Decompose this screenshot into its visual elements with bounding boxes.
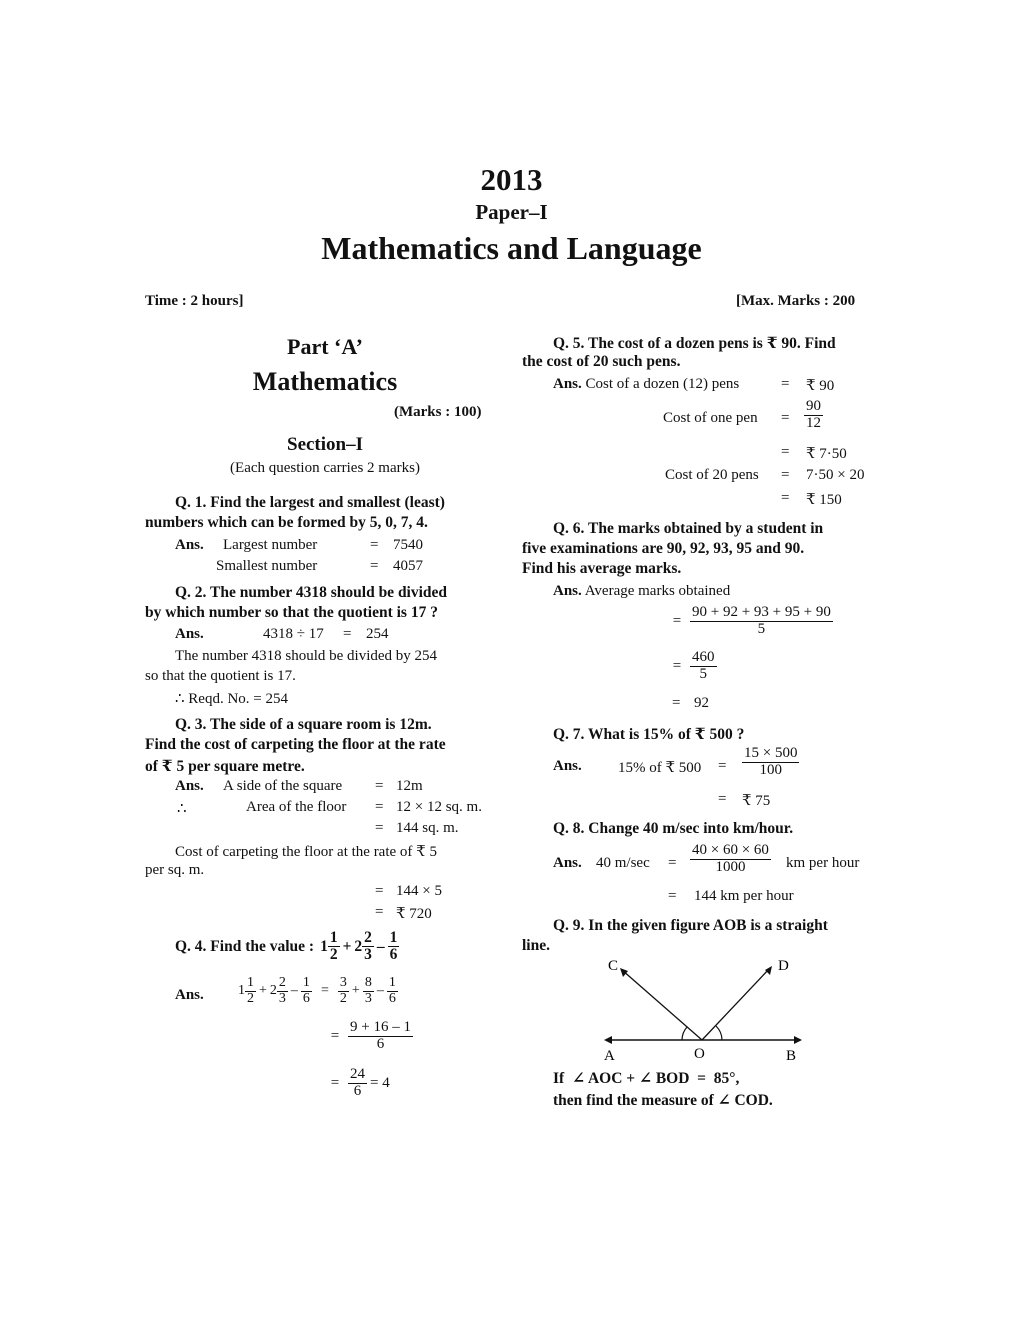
fraction: 1 2 xyxy=(329,929,338,964)
q6-step2: = $\frac{460}{5}$ xyxy=(672,649,715,682)
q7-value: ₹ 75 xyxy=(742,793,771,809)
q5-value: 7·50 × 20 xyxy=(806,467,865,483)
q8-unit: km per hour xyxy=(786,855,860,871)
angle-arc xyxy=(716,1026,722,1040)
q1-value: 4057 xyxy=(393,558,423,574)
answer-label: Ans. xyxy=(553,855,582,871)
q5-fraction: $\frac{90}{12}$ xyxy=(806,398,821,431)
mixed-number: 2 xyxy=(354,937,363,955)
page-year: 2013 xyxy=(480,162,543,197)
arrow-b xyxy=(794,1036,802,1044)
q7-fraction: $\frac{15 \times 500}{100}$ xyxy=(744,745,798,778)
q5-line: Ans. Cost of a dozen (12) pens xyxy=(553,376,740,392)
label-o: O xyxy=(694,1046,705,1062)
ray-od xyxy=(702,968,770,1040)
ray-oc xyxy=(622,970,702,1040)
q3-text: of ₹ 5 per square metre. xyxy=(145,758,305,775)
q3-value: ₹ 720 xyxy=(396,906,432,922)
equals: = xyxy=(343,626,352,642)
equals: = xyxy=(375,778,384,794)
q1-value: 7540 xyxy=(393,537,423,553)
answer-label: Ans. xyxy=(175,537,204,553)
q5-text: Q. 5. The cost of a dozen pens is ₹ 90. Find xyxy=(553,335,836,352)
q2-line: so that the quotient is 17. xyxy=(145,668,296,684)
q8-value: 144 km per hour xyxy=(694,888,794,904)
answer-label: Ans. xyxy=(175,626,204,642)
q5-label: Cost of 20 pens xyxy=(665,467,759,483)
equals: = xyxy=(781,490,790,506)
q5-label: Cost of one pen xyxy=(663,410,758,426)
q3-value: 144 sq. m. xyxy=(396,820,459,836)
q6-text: Q. 6. The marks obtained by a student in xyxy=(553,520,824,537)
equals: = xyxy=(668,855,677,871)
q6-text: five examinations are 90, 92, 93, 95 and 90. xyxy=(522,540,805,557)
max-marks-label: [Max. Marks : 200 xyxy=(736,293,856,309)
equals: = xyxy=(718,758,727,774)
equals: = xyxy=(781,444,790,460)
q1-label: Largest number xyxy=(223,537,318,553)
page-title: Mathematics and Language xyxy=(321,230,702,266)
q2-calc: 4318 ÷ 17 xyxy=(263,626,324,642)
marks-label: (Marks : 100) xyxy=(394,404,482,420)
angle-arc xyxy=(682,1027,687,1040)
q4-step1: 1 1 2 + 2 2 3 – $\frac{1}{6}$ = $\frac{3}{2}$ + $\frac{8}{3}$ – 1 6 xyxy=(238,975,396,1006)
subject-heading: Mathematics xyxy=(252,367,398,396)
equals: = xyxy=(781,467,790,483)
arrow-a xyxy=(604,1036,612,1044)
q3-value: 12m xyxy=(396,778,423,794)
q1-label: Smallest number xyxy=(216,558,318,574)
label-c: C xyxy=(608,958,619,974)
q3-label: Area of the floor xyxy=(246,799,347,815)
q3-line: Cost of carpeting the floor at the rate of ₹ 5 xyxy=(175,844,437,860)
q3-value: 12 × 12 sq. m. xyxy=(396,799,482,815)
time-label: Time : 2 hours] xyxy=(145,293,244,309)
q6-value: 92 xyxy=(694,695,709,711)
equals: = xyxy=(370,537,379,553)
q4-step3: = $\frac{24}{6}$ = 4 xyxy=(330,1066,390,1099)
q9-condition: If ∠ AOC + ∠ BOD = 85°, xyxy=(553,1070,740,1087)
equals: = xyxy=(668,888,677,904)
q1-text: numbers which can be formed by 5, 0, 7, 4. xyxy=(145,514,428,531)
q6-text: Find his average marks. xyxy=(522,560,682,577)
q2-line: The number 4318 should be divided by 254 xyxy=(175,648,438,664)
q6-line: Ans. Average marks obtained xyxy=(553,583,731,599)
arrow-c xyxy=(620,968,628,977)
section-heading: Section–I xyxy=(287,434,363,455)
q2-text: Q. 2. The number 4318 should be divided xyxy=(175,584,448,601)
fraction: 1 6 xyxy=(389,929,398,964)
q4-question: Q. 4. Find the value : 1 1 2 + 2 2 3 – 1 6 xyxy=(175,929,398,964)
equals: = xyxy=(781,410,790,426)
q8-fraction: $\frac{40 \times 60 \times 60}{1000}$ xyxy=(692,842,769,875)
q1-text: Q. 1. Find the largest and smallest (least) xyxy=(175,494,445,511)
q3-value: 144 × 5 xyxy=(396,883,442,899)
answer-label: Ans. xyxy=(175,987,204,1003)
mixed-number: 1 xyxy=(320,937,328,955)
label-a: A xyxy=(604,1048,615,1064)
equals: = xyxy=(781,376,790,392)
answer-label: Ans. xyxy=(175,778,204,794)
q5-text: the cost of 20 such pens. xyxy=(522,353,681,370)
fraction: 2 3 xyxy=(364,929,372,964)
equals: = xyxy=(718,791,727,807)
equals: = xyxy=(375,820,384,836)
q5-value: ₹ 150 xyxy=(806,492,842,508)
equals: = xyxy=(672,695,681,711)
q4-step2: = $\frac{9 + 16 - 1}{6}$ xyxy=(330,1019,411,1052)
q5-value: ₹ 7·50 xyxy=(806,446,847,462)
label-b: B xyxy=(786,1048,797,1064)
equals: = xyxy=(370,558,379,574)
arrow-d xyxy=(765,966,772,975)
angle-figure xyxy=(590,950,820,1070)
q3-text: Find the cost of carpeting the floor at the rate xyxy=(145,736,446,753)
q7-label: 15% of ₹ 500 xyxy=(618,760,702,776)
therefore-symbol: ∴ xyxy=(177,801,187,817)
q2-line: ∴ Reqd. No. = 254 xyxy=(175,691,288,707)
q7-text: Q. 7. What is 15% of ₹ 500 ? xyxy=(553,726,745,743)
equals: = xyxy=(375,883,384,899)
paper-label: Paper–I xyxy=(475,200,548,224)
equals: = xyxy=(375,799,384,815)
q3-text: Q. 3. The side of a square room is 12m. xyxy=(175,716,432,733)
q2-text: by which number so that the quotient is 17 ? xyxy=(145,604,438,621)
label-d: D xyxy=(778,958,789,974)
q9-text: Q. 9. In the given figure AOB is a straight xyxy=(553,917,828,934)
q3-line: per sq. m. xyxy=(145,862,205,878)
q8-text: Q. 8. Change 40 m/sec into km/hour. xyxy=(553,820,794,837)
q9-condition: then find the measure of ∠ COD. xyxy=(553,1092,773,1109)
q6-step1: = $\frac{90 + 92 + 93 + 95 + 90}{5}$ xyxy=(672,604,831,637)
answer-label: Ans. xyxy=(553,758,582,774)
q2-result: 254 xyxy=(366,626,389,642)
equals: = xyxy=(375,904,384,920)
section-note: (Each question carries 2 marks) xyxy=(230,460,420,476)
part-label: Part ‘A’ xyxy=(287,334,363,359)
q8-label: 40 m/sec xyxy=(596,855,650,871)
q5-value: ₹ 90 xyxy=(806,378,835,394)
q9-text: line. xyxy=(522,937,550,954)
q3-label: A side of the square xyxy=(223,778,343,794)
q4-text: Q. 4. Find the value : xyxy=(175,937,315,955)
